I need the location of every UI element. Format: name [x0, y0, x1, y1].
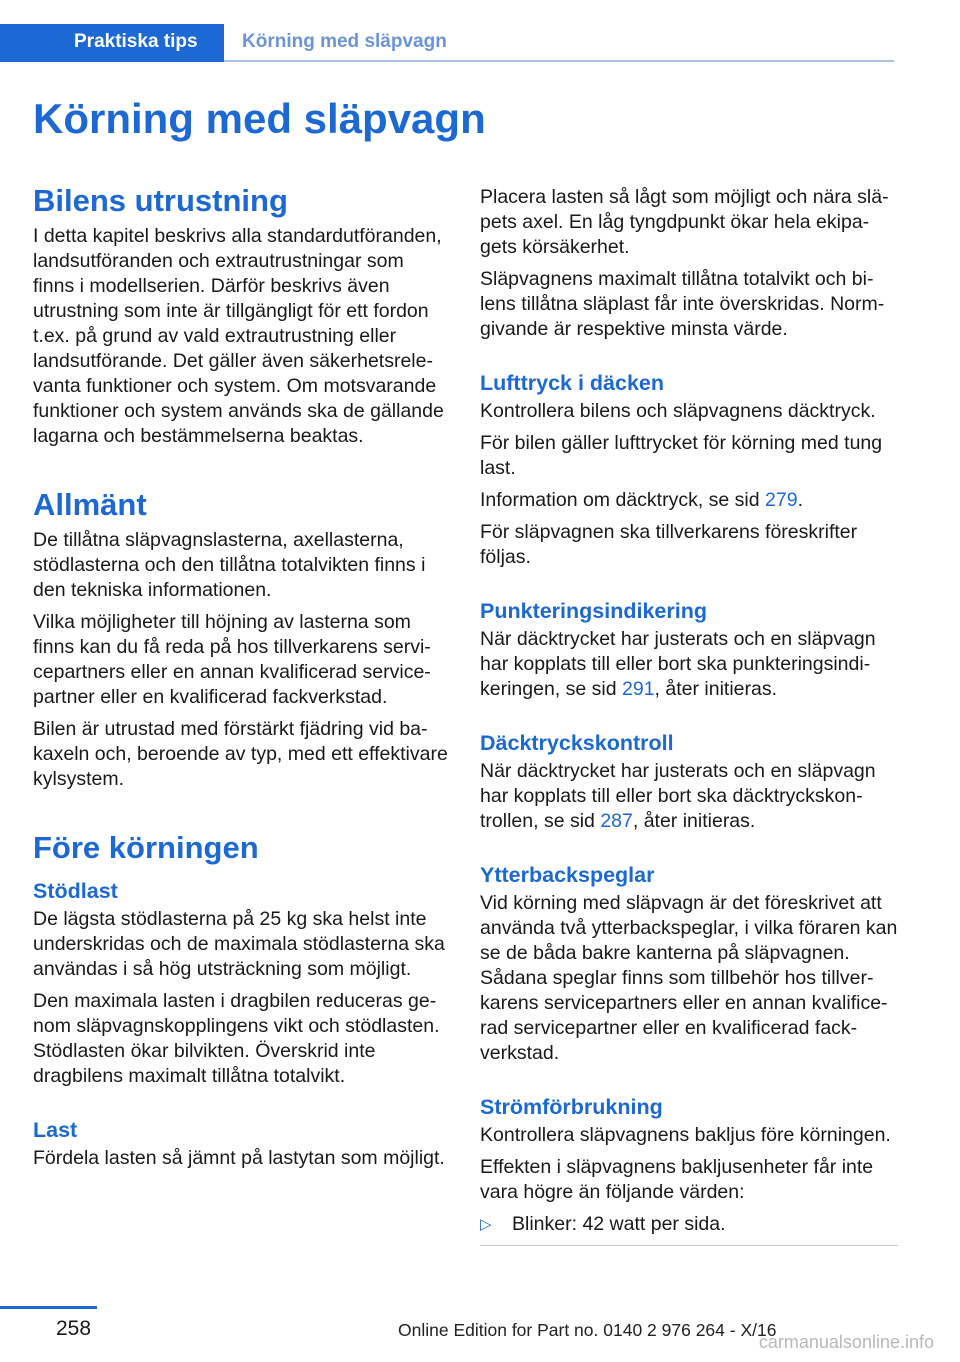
- section-title-before-driving: Före körningen: [33, 830, 259, 865]
- right-column: [480, 185, 898, 1246]
- page-title: Körning med släpvagn: [33, 95, 486, 142]
- section-title-equipment: Bilens utrustning: [33, 183, 288, 218]
- paragraph: Vilka möjligheter till höjning av lasterna som finns kan du få reda på hos tillverkarens servicepartners eller en annan kvalificerad servicepartner eller en kvalificerad fackverkstad.: [33, 611, 431, 708]
- subsection-title-load: Last: [33, 1118, 78, 1142]
- paragraph: Placera lasten så lågt som möjligt och nära släpets axel. En låg tyngdpunkt ökar hela ekipagets körsäkerhet.: [480, 186, 889, 258]
- paragraph: Vid körning med släpvagn är det föreskrivet att använda två ytterbackspeglar, i vilka föraren kan se de båda bakre kanterna på släpvagnen. Sådana speglar finns som tillbehör hos tillverkarens servicepartners eller en annan kvalificerad servicepartner eller en kvalificerad fackverkstad.: [480, 892, 898, 1064]
- page-link-287[interactable]: 287: [600, 810, 633, 832]
- header-divider: [224, 60, 894, 62]
- subsection-title-tire-pressure-monitor: Däcktryckskontroll: [480, 731, 674, 755]
- paragraph: För släpvagnen ska tillverkarens föreskrifter följas.: [480, 521, 858, 568]
- paragraph: När däcktrycket har justerats och en släpvagn har kopplats till eller bort ska däcktryckskontrollen, se sid 287, åter initieras.: [480, 760, 876, 832]
- paragraph: Kontrollera släpvagnens bakljus före körningen.: [480, 1124, 891, 1146]
- paragraph: När däcktrycket har justerats och en släpvagn har kopplats till eller bort ska punkteringsindikeringen, se sid 291, åter initieras.: [480, 628, 876, 700]
- page-link-291[interactable]: 291: [622, 678, 655, 700]
- paragraph: Information om däcktryck, se sid 279.: [480, 489, 803, 511]
- subsection-title-power-consumption: Strömförbrukning: [480, 1095, 663, 1119]
- paragraph: Bilen är utrustad med förstärkt fjädring vid bakaxeln och, beroende av typ, med ett effektivare kylsystem.: [33, 718, 448, 790]
- paragraph: I detta kapitel beskrivs alla standardutföranden, landsutföranden och extrautrustningar som finns i modellserien. Därför beskrivs även utrustning som inte är tillgängligt för ett fordon t.ex. på grund av vald extrautrustning eller landsutförande. Det gäller även säkerhetsrelevanta funktioner och system. Om motsvarande funktioner och system används ska de gällande lagarna och bestämmelserna beaktas.: [33, 225, 444, 447]
- paragraph: De lägsta stödlasterna på 25 kg ska helst inte underskridas och de maximala stödlasterna ska användas i så hög utsträckning som möjligt.: [33, 908, 445, 980]
- list-item: [480, 1212, 898, 1246]
- paragraph: Släpvagnens maximalt tillåtna totalvikt och bilens tillåtna släplast får inte överskridas. Normgivande är respektive minsta värde.: [480, 268, 885, 340]
- paragraph: För bilen gäller lufttrycket för körning med tung last.: [480, 432, 883, 479]
- footer-divider: [0, 1306, 97, 1309]
- edition-text: Online Edition for Part no. 0140 2 976 264 - X/16: [398, 1320, 777, 1340]
- subsection-title-flat-tire-monitor: Punkteringsindikering: [480, 599, 707, 623]
- chapter-tab[interactable]: Praktiska tips: [0, 24, 224, 62]
- paragraph: Kontrollera bilens och släpvagnens däcktryck.: [480, 400, 876, 422]
- triangle-bullet-icon: ▷: [480, 1216, 492, 1233]
- section-tab[interactable]: Körning med släpvagn: [242, 31, 447, 52]
- paragraph: Den maximala lasten i dragbilen reduceras genom släpvagnskopplingens vikt och stödlasten. Stödlasten ökar bilvikten. Överskrid inte dragbilens maximalt tillåtna totalvikt.: [33, 990, 440, 1087]
- page-header: [0, 0, 960, 62]
- watermark: carmanualsonline.info: [758, 1332, 934, 1352]
- page-link-279[interactable]: 279: [765, 489, 798, 511]
- section-title-general: Allmänt: [33, 487, 147, 522]
- paragraph: Fördela lasten så jämnt på lastytan som möjligt.: [33, 1147, 445, 1169]
- list-item-text: Blinker: 42 watt per sida.: [512, 1213, 726, 1235]
- subsection-title-mirrors: Ytterbackspeglar: [480, 863, 655, 887]
- paragraph: De tillåtna släpvagnslasterna, axellasterna, stödlasterna och den tillåtna totalvikten finns i den tekniska informationen.: [33, 529, 426, 601]
- page-number: 258: [56, 1317, 92, 1340]
- subsection-title-tongue-load: Stödlast: [33, 879, 118, 903]
- paragraph: Effekten i släpvagnens bakljusenheter får inte vara högre än följande värden:: [480, 1156, 874, 1203]
- left-column: [33, 182, 449, 1178]
- subsection-title-tire-pressure: Lufttryck i däcken: [480, 371, 664, 395]
